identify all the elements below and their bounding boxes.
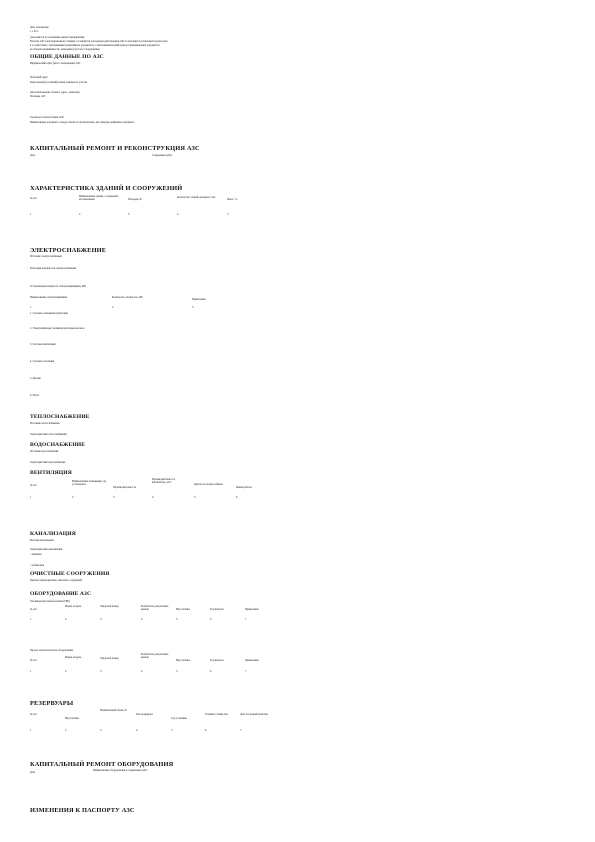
equipment2-col-6: Год выпуска bbox=[210, 659, 224, 662]
buildings-num-5: 5 bbox=[227, 213, 229, 216]
postal-address-label: Почтовый адрес bbox=[30, 76, 48, 79]
reservoirs-num-6: 6 bbox=[205, 729, 207, 732]
reservoirs-num-5: 5 bbox=[171, 729, 173, 732]
vent-num-6: 6 bbox=[236, 496, 238, 499]
vent-num-1: 1 bbox=[30, 496, 32, 499]
reservoirs-col-2: Вид топлива bbox=[65, 717, 79, 720]
fill-date-label: Дата заполнения bbox=[30, 26, 49, 29]
buildings-col-2: Наименование здания, сооружения, их назначение bbox=[79, 195, 119, 201]
power-reliability-label: Категория надежности электроснабжения bbox=[30, 267, 77, 270]
reservoirs-col-7: Дата последней зачистки bbox=[240, 713, 268, 716]
vent-col-6: Режим работы bbox=[236, 486, 252, 489]
equipment-col-7: Примечание bbox=[245, 608, 259, 611]
section-title-heat: ТЕПЛОСНАБЖЕНИЕ bbox=[30, 414, 90, 420]
vent-num-5: 5 bbox=[194, 496, 196, 499]
buildings-col-5: Износ, % bbox=[227, 198, 238, 201]
equipment-col-1: № п/п bbox=[30, 608, 37, 611]
heat-source-label: Источник теплоснабжения bbox=[30, 422, 60, 425]
section-title-equipment-repair: КАПИТАЛЬНЫЙ РЕМОНТ ОБОРУДОВАНИЯ bbox=[30, 761, 174, 768]
section-title-equipment: ОБОРУДОВАНИЕ АЗС bbox=[30, 591, 92, 597]
vent-col-4: Производительность вентилятора, м³/ч bbox=[152, 478, 175, 484]
water-source-label: Источник водоснабжения bbox=[30, 450, 59, 453]
water-characteristic-label: Характеристика водоснабжения bbox=[30, 461, 66, 464]
equipment-num-3: 3 bbox=[100, 618, 102, 621]
section-title-general: ОБЩИЕ ДАННЫЕ ПО АЗС bbox=[30, 54, 104, 60]
equipment-num-7: 7 bbox=[245, 618, 247, 621]
equipment2-num-5: 5 bbox=[176, 670, 178, 673]
reservoirs-col-4: Тип резервуара bbox=[136, 713, 153, 716]
power-source-label: Источник электроснабжения bbox=[30, 255, 62, 258]
equipment2-col-3: Заводской номер bbox=[100, 657, 119, 660]
capital-repair-date-col: Дата bbox=[30, 154, 36, 157]
vent-col-3: Производительность bbox=[113, 486, 136, 489]
heat-characteristic-label: Характеристика теплоснабжения bbox=[30, 433, 67, 436]
reservoirs-num-4: 4 bbox=[136, 729, 138, 732]
power-col-3: Примечание bbox=[192, 298, 206, 301]
power-col-1: Наименование электроприемника bbox=[30, 296, 68, 299]
equipment2-col-5: Вид топлива bbox=[176, 659, 190, 662]
equipment-num-6: 6 bbox=[210, 618, 212, 621]
capital-repair-works-col: Содержание работ bbox=[152, 154, 173, 157]
reservoirs-num-1: 1 bbox=[30, 729, 32, 732]
commission-year-label: Год ввода в эксплуатацию АЗС bbox=[30, 116, 65, 119]
equipment-trk-subtitle: Топливораздаточные колонки (ТРК) bbox=[30, 600, 70, 603]
commission-doc-label: Наименование документа о вводе объекта в эксплуатацию, дата выдачи, реквизиты документа bbox=[30, 121, 135, 124]
sewer-characteristic-label: Характеристика канализации bbox=[30, 548, 63, 551]
buildings-col-3: Площадь, м² bbox=[128, 198, 142, 201]
power-item-6: 6. Итого bbox=[30, 394, 40, 397]
equipment-num-1: 1 bbox=[30, 618, 32, 621]
cadastral-number-label: Кадастровый (условный) номер земельного участка bbox=[30, 81, 88, 84]
equipment2-num-7: 7 bbox=[245, 670, 247, 673]
power-col-2: Количество, мощность, кВт bbox=[112, 296, 143, 299]
power-item-2: 2. Электроприводы топливораздаточных колонок bbox=[30, 327, 85, 330]
power-capacity-label: Установленная мощность электроприемников, кВт bbox=[30, 285, 87, 288]
fill-date-value: « » 20 г. bbox=[30, 30, 39, 33]
buildings-num-1: 1 bbox=[30, 213, 32, 216]
equipment-col-2: Марка, модель bbox=[65, 605, 82, 608]
area-label: Площадь АЗС bbox=[30, 95, 46, 98]
power-item-4: 4. Система отопления bbox=[30, 360, 55, 363]
section-title-ventilation: ВЕНТИЛЯЦИЯ bbox=[30, 470, 72, 476]
section-title-power: ЭЛЕКТРОСНАБЖЕНИЕ bbox=[30, 247, 107, 254]
buildings-num-3: 3 bbox=[128, 213, 130, 216]
reservoirs-num-3: 3 bbox=[100, 729, 102, 732]
section-title-changes: ИЗМЕНЕНИЯ К ПАСПОРТУ АЗС bbox=[30, 807, 135, 814]
header-note-2: Паспорт АЗС (автозаправочной станции) составляется для каждой действующей АЗС и заполняется (обновляется) ежегодно bbox=[30, 40, 168, 43]
equipment2-col-2: Марка, модель bbox=[65, 656, 82, 659]
equipment2-num-3: 3 bbox=[100, 670, 102, 673]
equipment2-num-6: 6 bbox=[210, 670, 212, 673]
vent-col-2: Наименование помещения, где установлена bbox=[72, 480, 107, 486]
equipment-other-subtitle: Прочее технологическое оборудование bbox=[30, 649, 74, 652]
section-title-treatment: ОЧИСТНЫЕ СООРУЖЕНИЯ bbox=[30, 571, 110, 577]
vent-col-5: Кратность воздухообмена bbox=[194, 483, 223, 486]
equipment-col-3: Заводской номер bbox=[100, 605, 119, 608]
vent-num-2: 2 bbox=[72, 496, 74, 499]
equipment-repair-works-col: Наименование оборудования и содержание работ bbox=[93, 769, 148, 772]
buildings-num-4: 4 bbox=[177, 213, 179, 216]
equipment-col-4: Количество раздаточных кранов bbox=[141, 605, 169, 611]
equipment2-col-7: Примечание bbox=[245, 659, 259, 662]
reservoirs-col-3: Номинальный объем, м³ bbox=[100, 709, 127, 712]
power-num-1: 1 bbox=[30, 306, 32, 309]
section-title-capital-repair: КАПИТАЛЬНЫЙ РЕМОНТ И РЕКОНСТРУКЦИЯ АЗС bbox=[30, 145, 200, 152]
power-num-3: 3 bbox=[192, 306, 194, 309]
equipment2-num-1: 1 bbox=[30, 670, 32, 673]
sewer-household-label: - хозбытовая bbox=[30, 564, 45, 567]
equipment2-col-1: № п/п bbox=[30, 659, 37, 662]
reservoirs-col-5: Год установки bbox=[171, 717, 187, 720]
vent-num-4: 4 bbox=[152, 496, 154, 499]
header-note-3: в соответствии с требованиями нормативных документов, с приложением копий правоустанавливающих документов bbox=[30, 44, 160, 47]
power-item-1: 1. Система освещения территории bbox=[30, 312, 68, 315]
vent-col-1: № п/п bbox=[30, 484, 37, 487]
equipment-num-4: 4 bbox=[141, 618, 143, 621]
equipment2-num-4: 4 bbox=[141, 670, 143, 673]
treatment-description-label: Краткая характеристика очистных сооружений bbox=[30, 579, 82, 582]
section-title-buildings: ХАРАКТЕРИСТИКА ЗДАНИЙ И СООРУЖЕНИЙ bbox=[30, 185, 183, 192]
section-title-water: ВОДОСНАБЖЕНИЕ bbox=[30, 442, 86, 448]
equipment-num-2: 2 bbox=[65, 618, 67, 621]
sewer-domestic-label: Бытовая канализация bbox=[30, 539, 54, 542]
reservoirs-col-1: № п/п bbox=[30, 713, 37, 716]
section-title-sewer: КАНАЛИЗАЦИЯ bbox=[30, 531, 76, 537]
section-title-reservoirs: РЕЗЕРВУАРЫ bbox=[30, 700, 74, 707]
buildings-col-4: Количество этажей, материал стен bbox=[177, 196, 216, 199]
reservoirs-col-6: Толщина стенки, мм bbox=[205, 713, 228, 716]
reservoirs-num-2: 2 bbox=[65, 729, 67, 732]
equipment-num-5: 5 bbox=[176, 618, 178, 621]
header-note-1: (заполняется на основании данных предприятия) bbox=[30, 36, 85, 39]
equipment-col-5: Вид топлива bbox=[176, 608, 190, 611]
location-label: (местонахождение объекта, адрес, ориентир) bbox=[30, 91, 80, 94]
vent-num-3: 3 bbox=[113, 496, 115, 499]
header-note-4: на объекты недвижимости, земельный участок и оборудование bbox=[30, 48, 100, 51]
power-item-5: 5. Прочие bbox=[30, 377, 41, 380]
equipment2-col-4: Количество раздаточных кранов bbox=[141, 653, 169, 659]
power-item-3: 3. Система вентиляции bbox=[30, 343, 56, 346]
equipment2-num-2: 2 bbox=[65, 670, 67, 673]
buildings-num-2: 2 bbox=[79, 213, 81, 216]
equipment-col-6: Год выпуска bbox=[210, 608, 224, 611]
equipment-repair-date-col: Дата bbox=[30, 771, 36, 774]
sewer-storm-label: - ливневая bbox=[30, 553, 42, 556]
legal-address-label: Юридический адрес (место нахождения) АЗС bbox=[30, 62, 81, 65]
buildings-col-1: № п/п bbox=[30, 197, 37, 200]
reservoirs-num-7: 7 bbox=[240, 729, 242, 732]
power-num-2: 2 bbox=[112, 306, 114, 309]
